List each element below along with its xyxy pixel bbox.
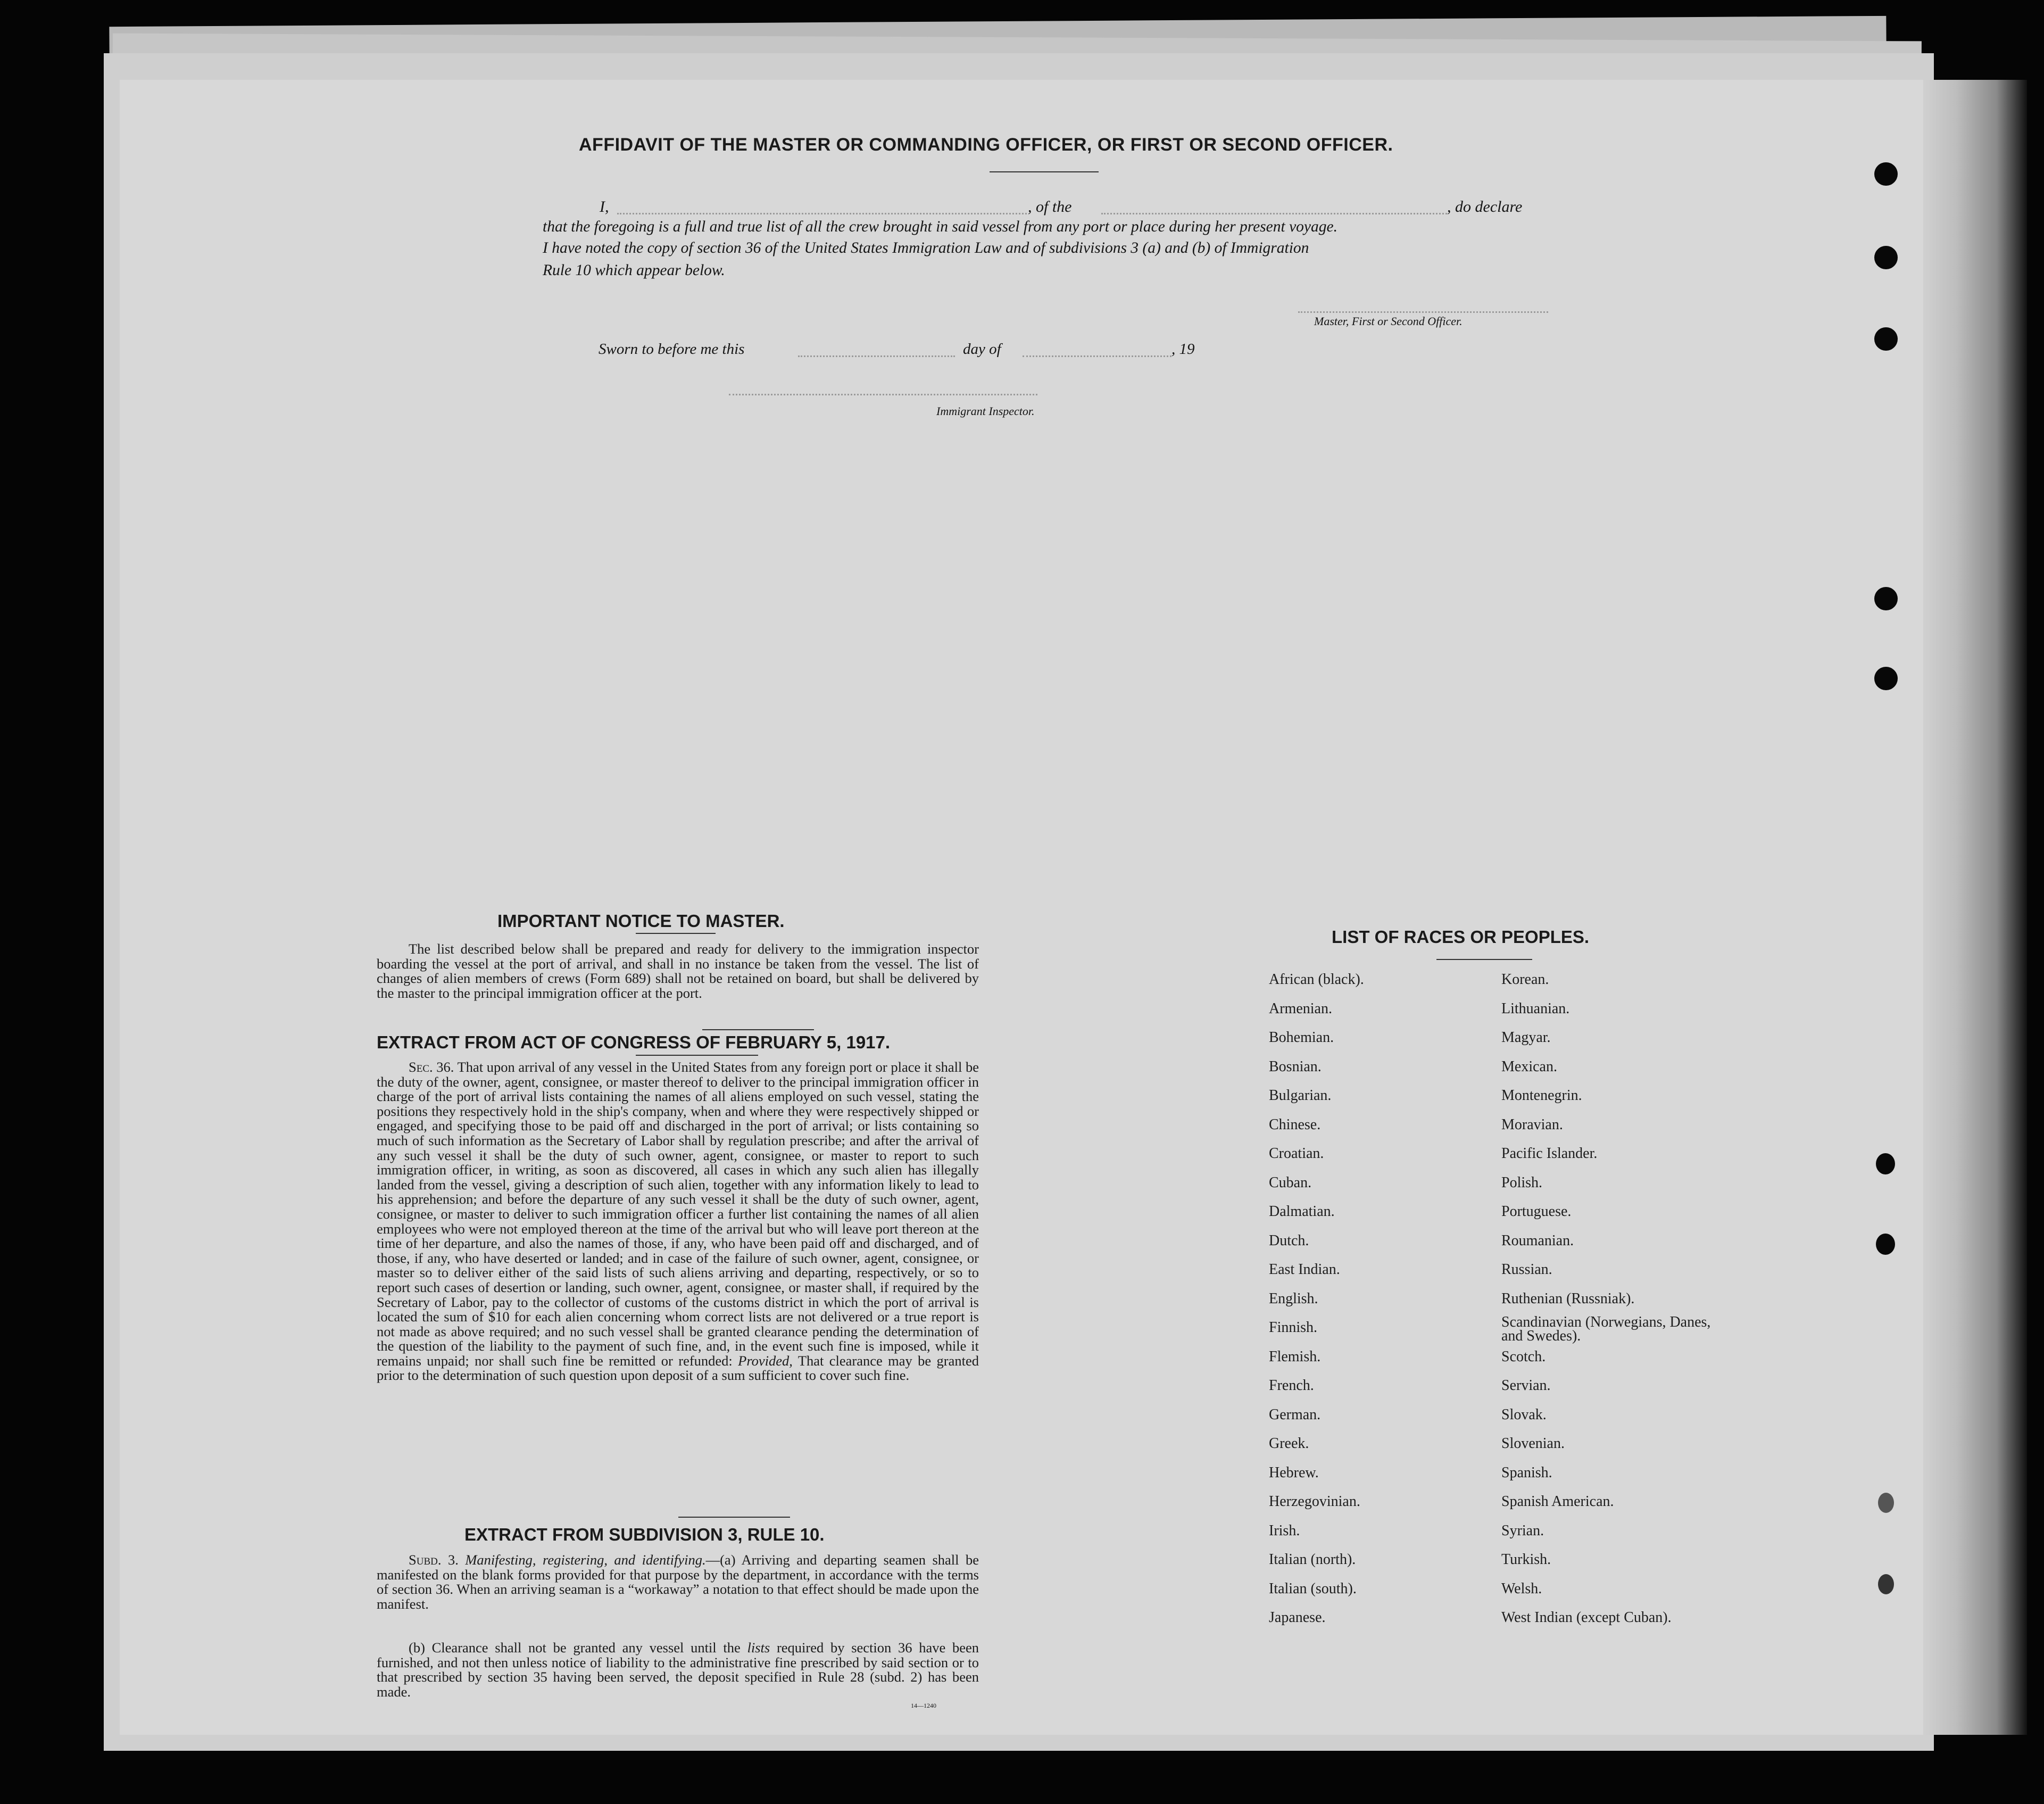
race-item-right: Lithuanian. (1501, 1000, 1570, 1017)
form-number: 14—1240 (911, 1702, 936, 1709)
binder-hole-icon (1874, 162, 1898, 186)
race-item-left: Greek. (1269, 1435, 1309, 1452)
act-text (377, 1060, 979, 1383)
notice-title-rule (636, 933, 716, 934)
race-item-right: Pacific Islander. (1501, 1145, 1598, 1162)
affidavit-line-3: I have noted the copy of section 36 of the United States Immigration Law and of subdivisions 3 (a) and (b) of Immigration (543, 239, 1309, 256)
race-item-left: Italian (north). (1269, 1551, 1356, 1568)
affidavit-i: I, (600, 198, 609, 216)
race-item-right: Servian. (1501, 1377, 1551, 1394)
race-item-right: Syrian. (1501, 1522, 1544, 1539)
race-item-right: Scotch. (1501, 1348, 1546, 1365)
year-prefix: , 19 (1171, 341, 1195, 358)
vessel-blank[interactable] (1101, 213, 1447, 214)
page-edge-shadow (1926, 80, 2027, 1735)
race-item-right: Welsh. (1501, 1580, 1542, 1597)
races-title: LIST OF RACES OR PEOPLES. (1332, 927, 1590, 947)
rule-title: EXTRACT FROM SUBDIVISION 3, RULE 10. (464, 1525, 825, 1544)
affidavit-title: AFFIDAVIT OF THE MASTER OR COMMANDING OFFICER, OR FIRST OR SECOND OFFICER. (579, 135, 1393, 155)
race-item-left: Cuban. (1269, 1174, 1312, 1191)
race-item-left: Dalmatian. (1269, 1203, 1335, 1220)
act-section-label: Sec. 36. (409, 1059, 454, 1075)
race-item-left: Irish. (1269, 1522, 1300, 1539)
sworn-month-blank[interactable] (1023, 355, 1171, 357)
binder-hole-icon (1874, 246, 1898, 269)
race-item-right: Spanish American. (1501, 1493, 1614, 1510)
binder-hole-icon (1874, 327, 1898, 351)
race-item-left: East Indian. (1269, 1261, 1340, 1278)
signature-caption: Master, First or Second Officer. (1314, 315, 1463, 328)
notice-text: The list described below shall be prepared and ready for delivery to the immigration inspector boarding the vessel at the port of arrival, and shall in no instance be taken from the vessel. The list of changes of alien members of crews (Form 689) shall not be retained on board, but shall be delivered by the master to the principal immigration officer at the port. (377, 941, 979, 1001)
rule-subd-heading: Manifesting, registering, and identifying. (465, 1552, 706, 1568)
race-item-left: Herzegovinian. (1269, 1493, 1360, 1510)
inspector-signature-blank[interactable] (729, 394, 1037, 395)
race-item-right: Moravian. (1501, 1116, 1563, 1133)
race-item-right: Slovak. (1501, 1406, 1547, 1423)
race-item-left: Flemish. (1269, 1348, 1321, 1365)
race-item-right: Slovenian. (1501, 1435, 1565, 1452)
name-blank[interactable] (617, 213, 1027, 214)
notice-end-rule (702, 1029, 814, 1030)
race-item-left: English. (1269, 1290, 1318, 1307)
inspector-caption: Immigrant Inspector. (936, 404, 1035, 418)
race-item-right: Mexican. (1501, 1058, 1557, 1075)
rule-para-b-lists: lists (747, 1640, 770, 1656)
binder-hole-icon (1876, 1153, 1895, 1174)
act-provided: Provided, (738, 1352, 793, 1369)
race-item-left: Finnish. (1269, 1319, 1318, 1336)
binder-hole-icon (1878, 1493, 1894, 1513)
act-title: EXTRACT FROM ACT OF CONGRESS OF FEBRUARY 5, 1917. (377, 1032, 891, 1052)
act-body-end: That clearance may be granted prior to the determination of such question upon deposit of a sum sufficient to cover such fine. (377, 1352, 979, 1384)
rule-subd-label: Subd. 3. (409, 1552, 459, 1568)
affidavit-line-2: that the foregoing is a full and true list of all the crew brought in said vessel from any port or place during her present voyage. (543, 218, 1337, 235)
day-of-text: day of (963, 341, 1001, 358)
race-item-left: Armenian. (1269, 1000, 1332, 1017)
sworn-day-blank[interactable] (798, 355, 955, 357)
rule-para-b-start: (b) Clearance shall not be granted any vessel until the (409, 1640, 741, 1656)
race-item-right: Spanish. (1501, 1464, 1552, 1481)
signature-blank[interactable] (1298, 311, 1548, 313)
race-item-left: Hebrew. (1269, 1464, 1319, 1481)
affidavit-title-rule (990, 171, 1099, 172)
rule-para-a (377, 1553, 979, 1611)
race-item-left: Italian (south). (1269, 1580, 1357, 1597)
race-item-left: Chinese. (1269, 1116, 1321, 1133)
race-item-right: Montenegrin. (1501, 1087, 1582, 1104)
document-page (120, 80, 1923, 1735)
race-item-right: Magyar. (1501, 1029, 1551, 1046)
race-item-right: Ruthenian (Russniak). (1501, 1290, 1635, 1307)
race-item-right: Turkish. (1501, 1551, 1551, 1568)
race-item-right: Polish. (1501, 1174, 1543, 1191)
affidavit-of-the: , of the (1028, 198, 1072, 216)
binder-hole-icon (1874, 667, 1898, 690)
sworn-text: Sworn to before me this (599, 341, 745, 358)
rule-para-b-end: required by section 36 have been furnished, and not then unless notice of liability to the administrative fine prescribed by said section or to that prescribed by section 35 having been served, the deposit specified in Rule 28 (subd. 2) has been made. (377, 1640, 979, 1700)
race-item-right: West Indian (except Cuban). (1501, 1609, 1672, 1626)
races-title-rule (1436, 959, 1532, 960)
race-item-right: Scandinavian (Norwegians, Danes, and Swedes). (1501, 1314, 1711, 1344)
race-item-right: Portuguese. (1501, 1203, 1572, 1220)
affidavit-declare: , do declare (1447, 198, 1523, 216)
affidavit-line-4: Rule 10 which appear below. (543, 262, 725, 279)
race-item-left: Japanese. (1269, 1609, 1326, 1626)
binder-hole-icon (1878, 1574, 1894, 1594)
race-item-left: Croatian. (1269, 1145, 1324, 1162)
race-item-left: Bosnian. (1269, 1058, 1322, 1075)
race-item-left: African (black). (1269, 971, 1364, 988)
race-item-left: Dutch. (1269, 1232, 1309, 1249)
binder-hole-icon (1874, 587, 1898, 610)
notice-title: IMPORTANT NOTICE TO MASTER. (497, 911, 785, 931)
act-body: That upon arrival of any vessel in the United States from any foreign port or place it shall be the duty of the owner, agent, consignee, or master thereof to deliver to the principal immigration officer in charge of the port of arrival lists containing the names of all aliens employed on such vessel, stating the positions they respectively hold in the ship's company, when and where they were respectively shipped or engaged, and specifying those to be paid off and discharged in the port of arrival; or lists containing so much of such information as the Secretary of Labor shall by regulation prescribe; and after the arrival of any such vessel it shall be the duty of such owner, agent, consignee, or master to report to such immigration officer, in writing, as soon as discovered, all cases in which any such alien has illegally landed from the vessel, giving a description of such alien, together with any information likely to lead to his apprehension; and before the departure of any such vessel it shall be the duty of such owner, agent, consignee, or master to deliver to such immigration officer a further list containing the names of all alien employees who were not employed thereon at the time of the arrival but who will leave port thereon at the time of her departure, and also the names of those, if any, who have been paid off and discharged, and of those, if any, who have deserted or landed; and in case of the failure of such owner, agent, consignee, or master so to deliver either of the said lists of such aliens arriving and departing, respectively, or so to report such cases of desertion or landing, such owner, agent, consignee, or master shall, if required by the Secretary of Labor, pay to the collector of customs of the customs district in which the port of arrival is located the sum of $10 for each alien concerning whom correct lists are not delivered or a true report is not made as above required; and no such vessel shall be granted clearance pending the determination of the question of the liability to the payment of such fine, and, in the event such fine is imposed, while it remains unpaid; nor shall such fine be remitted or refunded: (377, 1059, 979, 1369)
race-item-left: Bulgarian. (1269, 1087, 1332, 1104)
race-item-right: Roumanian. (1501, 1232, 1574, 1249)
race-item-left: French. (1269, 1377, 1314, 1394)
rule-title-top-rule (678, 1517, 790, 1518)
race-item-left: Bohemian. (1269, 1029, 1334, 1046)
binder-hole-icon (1876, 1234, 1895, 1255)
rule-para-b (377, 1641, 979, 1699)
race-item-left: German. (1269, 1406, 1321, 1423)
rule-para-a-text: —(a) Arriving and departing seamen shall be manifested on the blank forms provided for that purpose by the department, in accordance with the terms of section 36. When an arriving seaman is a “workaway” a notation to that effect should be made upon the manifest. (377, 1552, 979, 1612)
race-item-right: Korean. (1501, 971, 1549, 988)
act-title-rule (636, 1055, 758, 1056)
race-item-right: Russian. (1501, 1261, 1552, 1278)
